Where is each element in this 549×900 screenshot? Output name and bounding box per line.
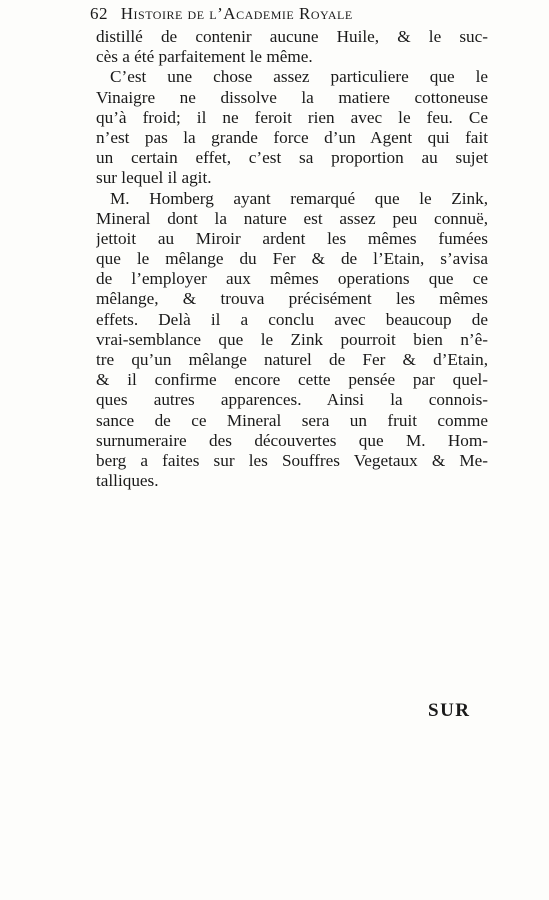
text-line: surnumeraire des découvertes que M. Hom- xyxy=(96,430,488,450)
text-line: ques autres apparences. Ainsi la connois- xyxy=(96,390,488,410)
text-line: que le mêlange du Fer & de l’Etain, s’avisa xyxy=(96,249,488,269)
text-line: cès a été parfaitement le même. xyxy=(96,47,313,67)
text-line: sance de ce Mineral sera un fruit comme xyxy=(96,410,488,430)
text-line: de l’employer aux mêmes operations que ce xyxy=(96,269,488,289)
running-title: Histoire de l’Academie Royale xyxy=(120,4,353,23)
text-line: Mineral dont la nature est assez peu connuë, xyxy=(96,208,488,228)
text-line: mêlange, & trouva précisément les mêmes xyxy=(96,289,488,309)
text-line: M. Homberg ayant remarqué que le Zink, xyxy=(110,188,488,208)
text-line: qu’à froid; il ne feroit rien avec le feu. Ce xyxy=(96,107,488,127)
catchword: SUR xyxy=(428,700,471,721)
page-number: 62 xyxy=(90,4,108,23)
body-text xyxy=(96,27,488,491)
text-line: berg a faites sur les Souffres Vegetaux & Me- xyxy=(96,450,488,470)
text-line: Vinaigre ne dissolve la matiere cottoneuse xyxy=(96,87,488,107)
running-head xyxy=(90,4,490,26)
text-line: distillé de contenir aucune Huile, & le suc- xyxy=(96,27,488,46)
text-line: tre qu’un mêlange naturel de Fer & d’Etain, xyxy=(96,350,488,369)
text-line: effets. Delà il a conclu avec beaucoup de xyxy=(96,309,488,329)
text-line: un certain effet, c’est sa proportion au sujet xyxy=(96,148,488,168)
text-line: & il confirme encore cette pensée par quel- xyxy=(96,370,488,390)
text-line: n’est pas la grande force d’un Agent qui fait xyxy=(96,127,488,147)
text-line: C’est une chose assez particuliere que le xyxy=(110,67,488,87)
text-line: talliques. xyxy=(96,471,159,491)
text-line: vrai-semblance que le Zink pourroit bien n’ê- xyxy=(96,329,488,349)
text-line: jettoit au Miroir ardent les mêmes fumées xyxy=(96,228,488,248)
text-line: sur lequel il agit. xyxy=(96,168,212,188)
